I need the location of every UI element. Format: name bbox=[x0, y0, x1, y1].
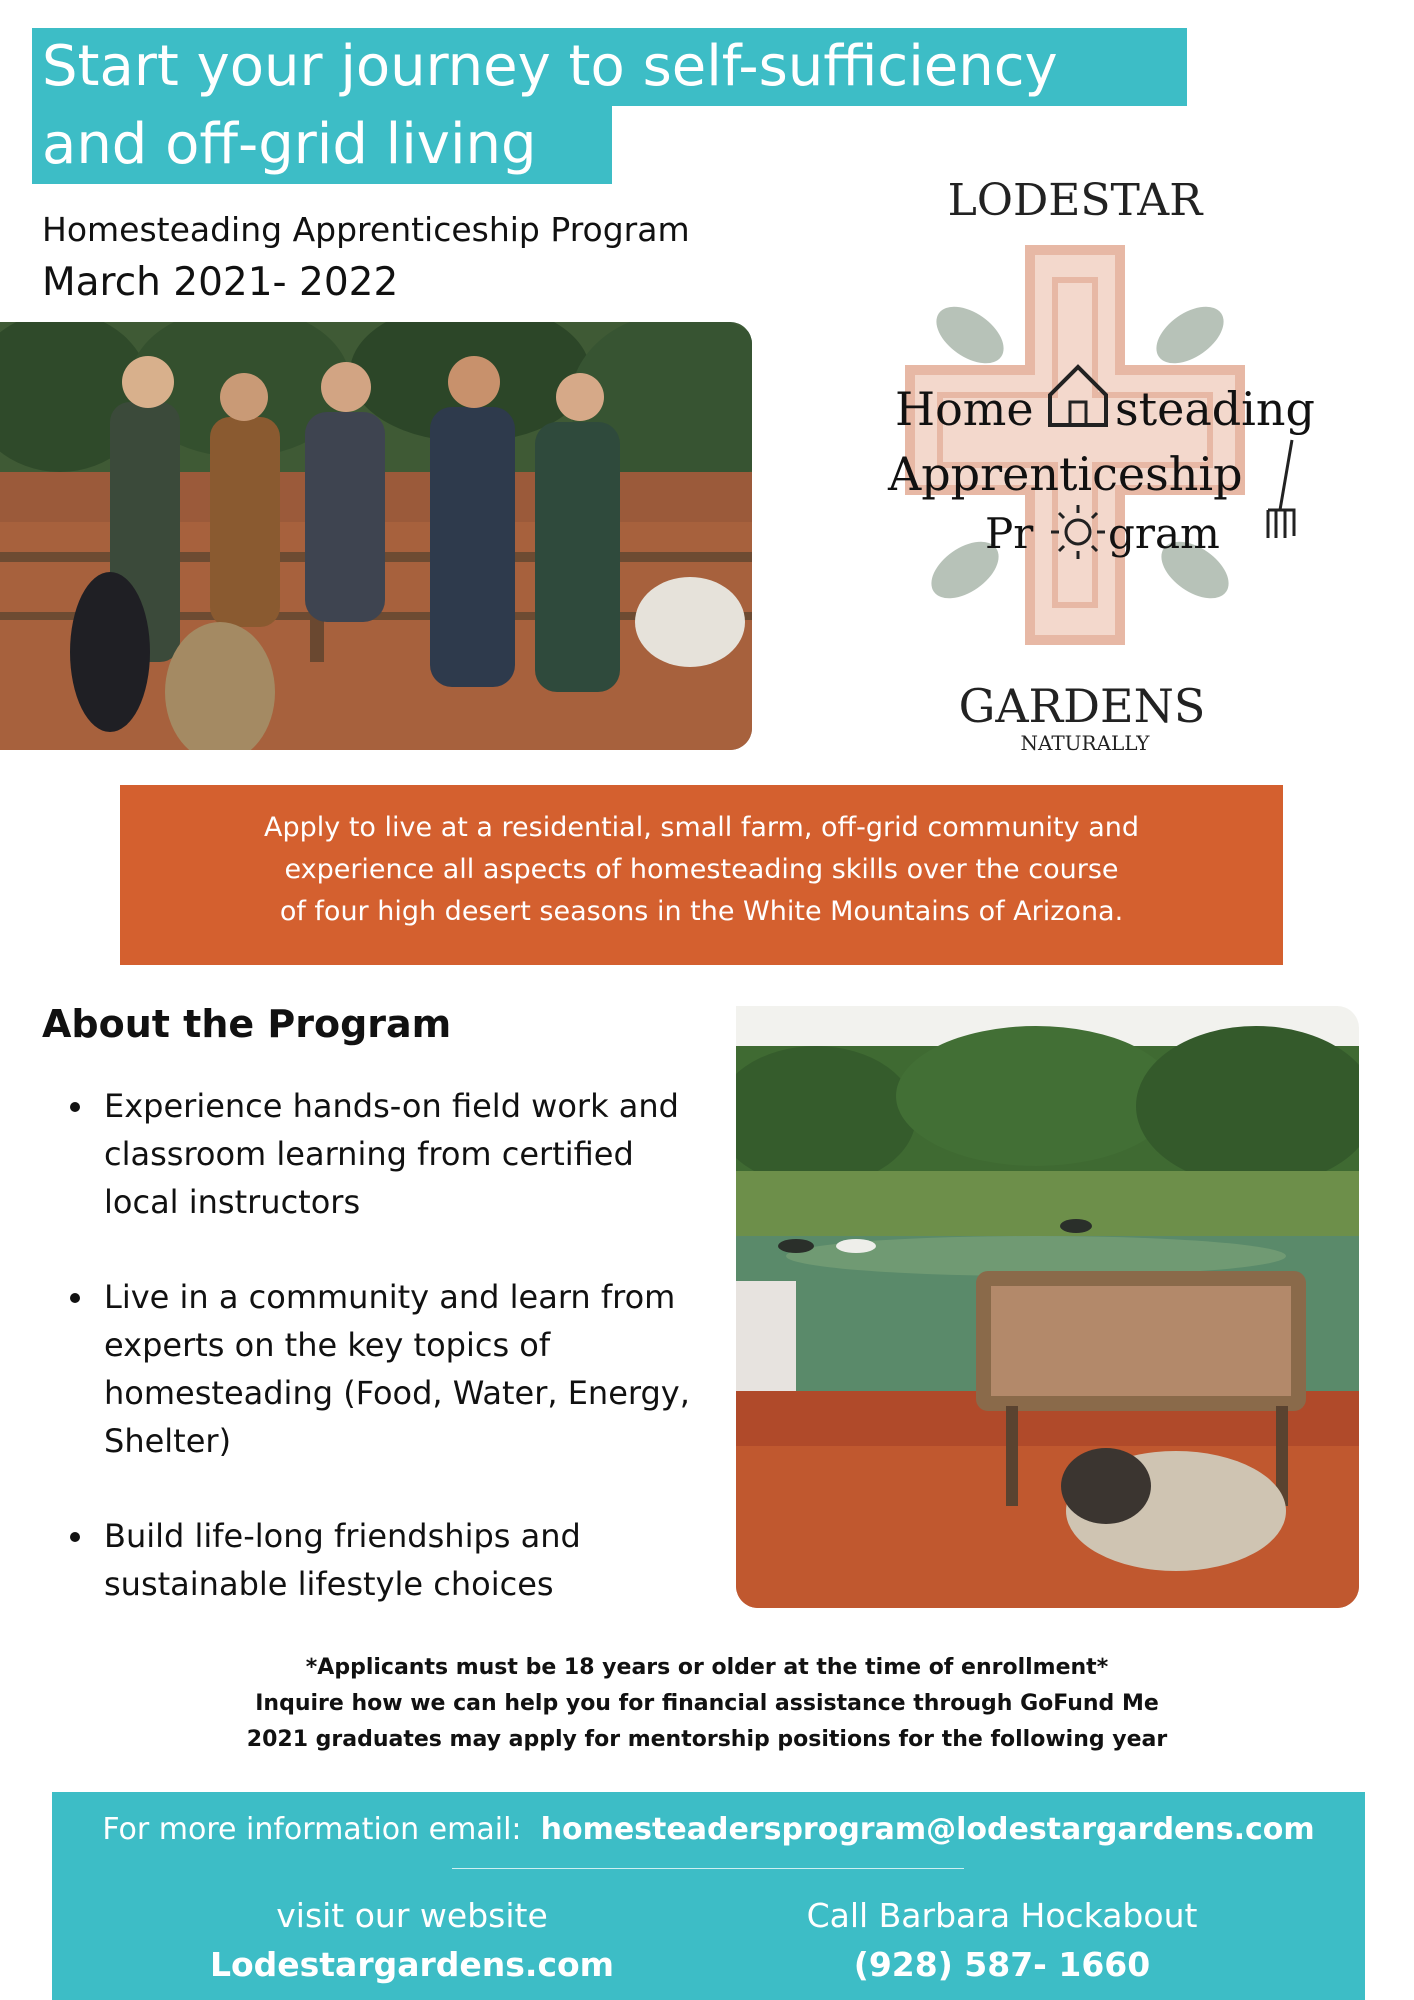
bullet-item: Live in a community and learn from experts on the key topics of homesteading (Food, Water, Energy, Shelter) bbox=[66, 1273, 706, 1465]
headline-line-1: Start your journey to self-sufficiency bbox=[32, 28, 1187, 106]
applicant-notes bbox=[0, 1650, 1414, 1758]
bullet-item: Build life-long friendships and sustainable lifestyle choices bbox=[66, 1512, 706, 1608]
website-block bbox=[162, 1892, 662, 1990]
contact-footer bbox=[52, 1792, 1365, 2000]
about-heading: About the Program bbox=[42, 1002, 452, 1046]
email-label: For more information email: bbox=[102, 1812, 522, 1847]
banner-line-2: experience all aspects of homesteading skills over the course bbox=[284, 854, 1119, 885]
phone-label: Call Barbara Hockabout bbox=[806, 1896, 1198, 1935]
lodestar-logo bbox=[860, 180, 1340, 760]
website-label: visit our website bbox=[276, 1896, 548, 1935]
phone-number[interactable]: (928) 587- 1660 bbox=[853, 1945, 1151, 1984]
pond-photo bbox=[736, 1006, 1359, 1608]
pitchfork-icon bbox=[1268, 440, 1294, 538]
logo-word-apprenticeship: Apprenticeship bbox=[888, 447, 1243, 501]
note-mentorship: 2021 graduates may apply for mentorship positions for the following year bbox=[246, 1727, 1168, 1752]
logo-word-gram: gram bbox=[1108, 509, 1220, 558]
note-financial-assistance: Inquire how we can help you for financial assistance through GoFund Me bbox=[255, 1691, 1159, 1716]
phone-block bbox=[752, 1892, 1252, 1990]
bullet-item: Experience hands-on field work and classroom learning from certified local instructors bbox=[66, 1082, 706, 1226]
headline-line-2: and off-grid living bbox=[32, 106, 612, 184]
bullet-dot bbox=[70, 1293, 80, 1303]
logo-top-word: LODESTAR bbox=[947, 180, 1203, 226]
about-bullet-list bbox=[66, 1082, 706, 1655]
banner-line-3: of four high desert seasons in the White Mountains of Arizona. bbox=[279, 896, 1124, 927]
logo-word-steading: steading bbox=[1115, 382, 1315, 436]
bullet-dot bbox=[70, 1532, 80, 1542]
footer-divider bbox=[452, 1868, 964, 1869]
logo-tagline: NATURALLY bbox=[1020, 731, 1150, 755]
bullet-dot bbox=[70, 1102, 80, 1112]
note-age-requirement: *Applicants must be 18 years or older at the time of enrollment* bbox=[305, 1655, 1109, 1680]
program-name: Homesteading Apprenticeship Program bbox=[42, 210, 690, 249]
apply-banner bbox=[120, 785, 1283, 965]
website-link[interactable]: Lodestargardens.com bbox=[209, 1945, 615, 1984]
email-row bbox=[52, 1812, 1365, 1847]
program-dates: March 2021- 2022 bbox=[42, 260, 399, 305]
logo-word-pr: Pr bbox=[985, 509, 1034, 558]
group-photo bbox=[0, 322, 752, 750]
logo-word-home: Home bbox=[895, 382, 1034, 436]
email-link[interactable]: homesteadersprogram@lodestargardens.com bbox=[540, 1812, 1315, 1847]
banner-line-1: Apply to live at a residential, small farm, off-grid community and bbox=[264, 812, 1139, 843]
logo-bottom-word: GARDENS bbox=[958, 679, 1206, 733]
